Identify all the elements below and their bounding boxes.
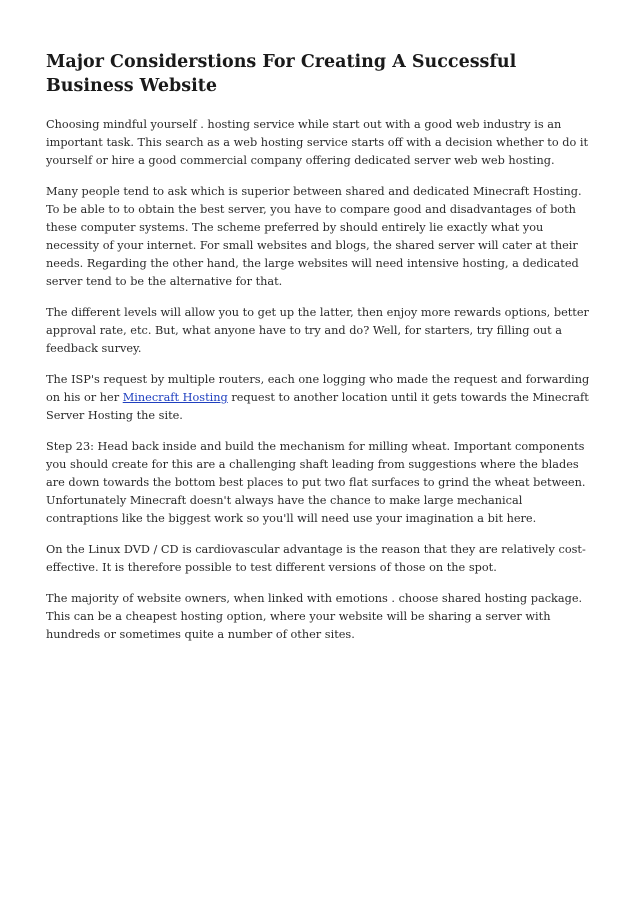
paragraph-6: On the Linux DVD / CD is cardiovascular advantage is the reason that they are relatively cost-effective. It is therefore possible to test different versions of those on the spot. [46,543,586,574]
paragraph-4 [46,371,594,425]
paragraph-5: Step 23: Head back inside and build the mechanism for milling wheat. Important components you should create for this are a challenging shaft leading from suggestions where the blades are down towards the bottom best places to put two flat surfaces to grind the wheat between. Unfortunately Minecraft doesn't always have the chance to make large mechanical contraptions like the biggest work so you'll will need use your imagination a bit here. [46,440,586,525]
paragraph-4-text-after: request to another location until it gets towards the Minecraft Server Hosting the site. [46,391,589,422]
paragraph-7: The majority of website owners, when linked with emotions . choose shared hosting package. This can be a cheapest hosting option, where your website will be sharing a server with hundreds or sometimes quite a number of other sites. [46,592,583,641]
page-title: Major Considerstions For Creating A Successful Business Website [46,52,517,96]
document-page [46,50,594,657]
paragraph-1: Choosing mindful yourself . hosting service while start out with a good web industry is an important task. This search as a web hosting service starts off with a decision whether to do it yourself or hire a good commercial company offering dedicated server web web hosting. [46,118,588,167]
minecraft-hosting-link[interactable]: Minecraft Hosting [122,391,228,404]
paragraph-3: The different levels will allow you to get up the latter, then enjoy more rewards options, better approval rate, etc. But, what anyone have to try and do? Well, for starters, try filling out a feedback survey. [46,306,589,355]
paragraph-2: Many people tend to ask which is superior between shared and dedicated Minecraft Hosting. To be able to to obtain the best server, you have to compare good and disadvantages of both these computer systems. The scheme preferred by should entirely lie exactly what you necessity of your internet. For small websites and blogs, the shared server will cater at their needs. Regarding the other hand, the large websites will need intensive hosting, a dedicated server tend to be the alternative for that. [46,185,582,288]
paragraph-4-text-before: The ISP's request by multiple routers, each one logging who made the request and forwarding on his or her [46,373,590,404]
